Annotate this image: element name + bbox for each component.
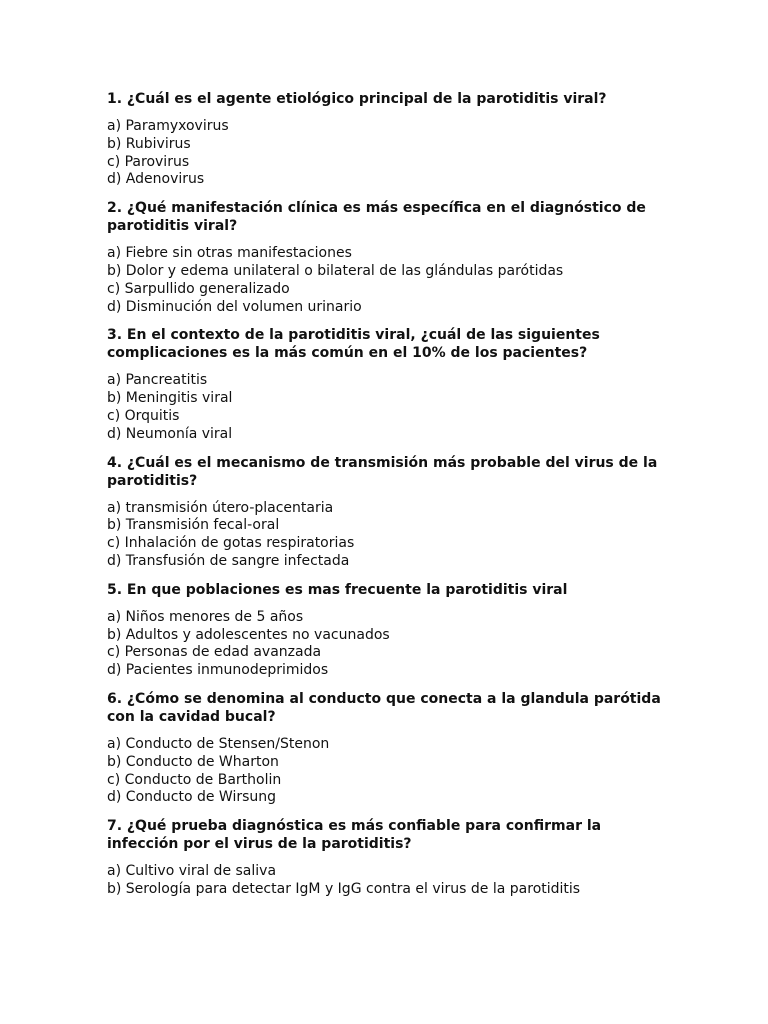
question-title: 5. En que poblaciones es mas frecuente la parotiditis viral xyxy=(107,581,568,598)
question-title: 6. ¿Cómo se denomina al conducto que conecta a la glandula parótida con la cavidad bucal? xyxy=(107,690,661,725)
question-title: 7. ¿Qué prueba diagnóstica es más confiable para confirmar la infección por el virus de la parotiditis? xyxy=(107,818,602,853)
question-6 xyxy=(107,690,668,807)
answer-option: a) Niños menores de 5 años xyxy=(107,608,304,625)
answer-option: d) Disminución del volumen urinario xyxy=(107,298,362,315)
answer-options xyxy=(107,863,668,899)
answer-option: b) Serología para detectar IgM y IgG contra el virus de la parotiditis xyxy=(107,880,581,897)
question-4 xyxy=(107,454,668,571)
answer-option: b) Transmisión fecal-oral xyxy=(107,517,280,534)
answer-option: a) transmisión útero-placentaria xyxy=(107,499,334,516)
answer-option: d) Transfusión de sangre infectada xyxy=(107,552,350,569)
question-title: 4. ¿Cuál es el mecanismo de transmisión más probable del virus de la parotiditis? xyxy=(107,454,658,489)
question-7 xyxy=(107,817,668,899)
answer-option: d) Adenovirus xyxy=(107,171,205,188)
question-1 xyxy=(107,90,668,189)
answer-option: b) Rubivirus xyxy=(107,135,191,152)
answer-option: a) Fiebre sin otras manifestaciones xyxy=(107,245,352,262)
answer-option: d) Neumonía viral xyxy=(107,425,233,442)
answer-option: b) Meningitis viral xyxy=(107,390,233,407)
question-2 xyxy=(107,199,668,316)
question-title: 1. ¿Cuál es el agente etiológico principal de la parotiditis viral? xyxy=(107,91,607,107)
question-title: 3. En el contexto de la parotiditis viral, ¿cuál de las siguientes complicaciones es la más común en el 10% de los pacientes? xyxy=(107,327,600,362)
question-3 xyxy=(107,326,668,443)
answer-option: a) Conducto de Stensen/Stenon xyxy=(107,735,330,752)
answer-option: a) Paramyxovirus xyxy=(107,118,229,134)
question-5 xyxy=(107,581,668,680)
answer-options xyxy=(107,245,668,316)
question-title: 2. ¿Qué manifestación clínica es más específica en el diagnóstico de parotiditis viral? xyxy=(107,200,646,235)
answer-option: b) Conducto de Wharton xyxy=(107,753,279,770)
answer-options xyxy=(107,609,668,680)
answer-options xyxy=(107,372,668,443)
answer-option: c) Sarpullido generalizado xyxy=(107,280,290,297)
answer-options xyxy=(107,500,668,571)
answer-options xyxy=(107,736,668,807)
answer-option: c) Orquitis xyxy=(107,407,180,424)
answer-option: c) Conducto de Bartholin xyxy=(107,771,282,788)
answer-option: c) Parovirus xyxy=(107,153,190,170)
answer-option: d) Pacientes inmunodeprimidos xyxy=(107,662,329,679)
answer-option: c) Inhalación de gotas respiratorias xyxy=(107,535,355,552)
answer-option: d) Conducto de Wirsung xyxy=(107,789,277,806)
answer-option: c) Personas de edad avanzada xyxy=(107,644,322,661)
answer-option: a) Cultivo viral de saliva xyxy=(107,863,277,880)
answer-option: b) Adultos y adolescentes no vacunados xyxy=(107,626,390,643)
answer-option: b) Dolor y edema unilateral o bilateral de las glándulas parótidas xyxy=(107,262,564,279)
answer-option: a) Pancreatitis xyxy=(107,372,208,389)
answer-options xyxy=(107,118,668,189)
